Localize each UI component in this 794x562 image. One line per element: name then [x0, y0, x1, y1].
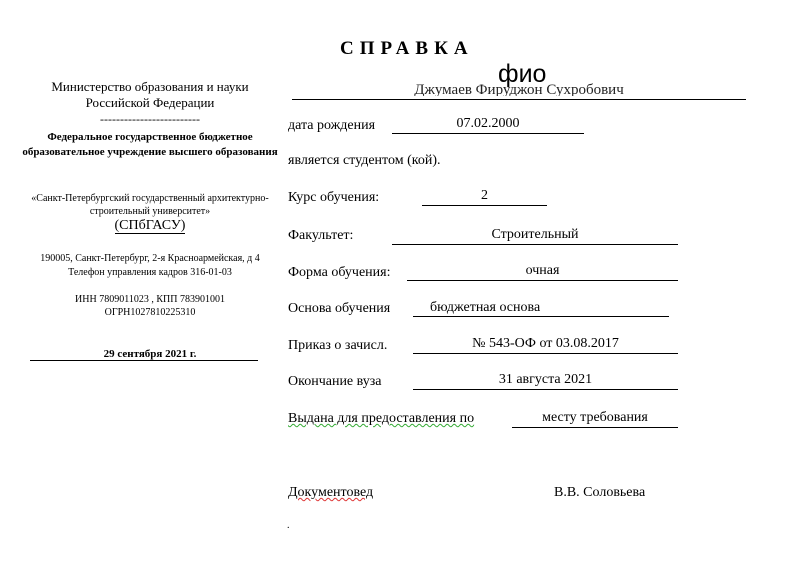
issued-for-label	[288, 411, 474, 427]
document-title: СПРАВКА	[340, 38, 474, 59]
course-value: 2	[422, 187, 547, 206]
signatory-name: В.В. Соловьева	[554, 485, 646, 500]
signatory-role-text: Документовед	[288, 485, 374, 500]
ogrn: ОГРН1027810225310	[104, 307, 196, 318]
graduation-value: 31 августа 2021	[413, 371, 678, 390]
study-form-label: Форма обучения:	[288, 265, 391, 280]
order-label: Приказ о зачисл.	[288, 338, 388, 353]
fio-underline	[292, 99, 746, 100]
faculty-label: Факультет:	[288, 228, 354, 243]
university-abbreviation	[18, 218, 282, 234]
issue-date: 29 сентября 2021 г.	[103, 348, 197, 360]
university-name: «Санкт-Петербургский государственный архитектурно-строительный университет»	[31, 193, 269, 217]
hr-phone: Телефон управления кадров 316-01-03	[68, 267, 232, 278]
order-value: № 543-ОФ от 03.08.2017	[413, 335, 678, 354]
faculty-value: Строительный	[392, 226, 678, 245]
institution-type: Федеральное государственное бюджетное образовательное учреждение высшего образования	[22, 131, 278, 158]
footer-mark: .	[287, 520, 290, 531]
issue-date-underline	[30, 360, 258, 361]
birth-date-value: 07.02.2000	[392, 115, 584, 134]
ministry-name: Министерство образования и науки Российской Федерации	[51, 79, 249, 110]
graduation-label: Окончание вуза	[288, 374, 382, 389]
header-separator: -------------------------	[100, 112, 200, 126]
study-basis-label: Основа обучения	[288, 301, 391, 316]
course-label: Курс обучения:	[288, 190, 380, 205]
fio-overlay-label: фио	[498, 60, 547, 88]
signatory-role	[288, 485, 373, 501]
issued-for-value: месту требования	[512, 409, 678, 428]
issued-for-label-text: Выдана для предоставления по	[288, 411, 475, 426]
study-form-value: очная	[407, 262, 678, 281]
birth-date-label: дата рождения	[288, 118, 376, 133]
university-abbreviation-text: (СПбГАСУ)	[114, 218, 186, 233]
university-address: 190005, Санкт-Петербург, 2-я Красноармейская, д 4	[40, 253, 260, 264]
inn-kpp: ИНН 7809011023 , КПП 783901001	[75, 294, 225, 305]
student-status-text: является студентом (кой).	[288, 153, 441, 168]
fio-value-text: Джумаев Фируджон Сухробович	[414, 82, 624, 96]
study-basis-value: бюджетная основа	[413, 299, 669, 317]
